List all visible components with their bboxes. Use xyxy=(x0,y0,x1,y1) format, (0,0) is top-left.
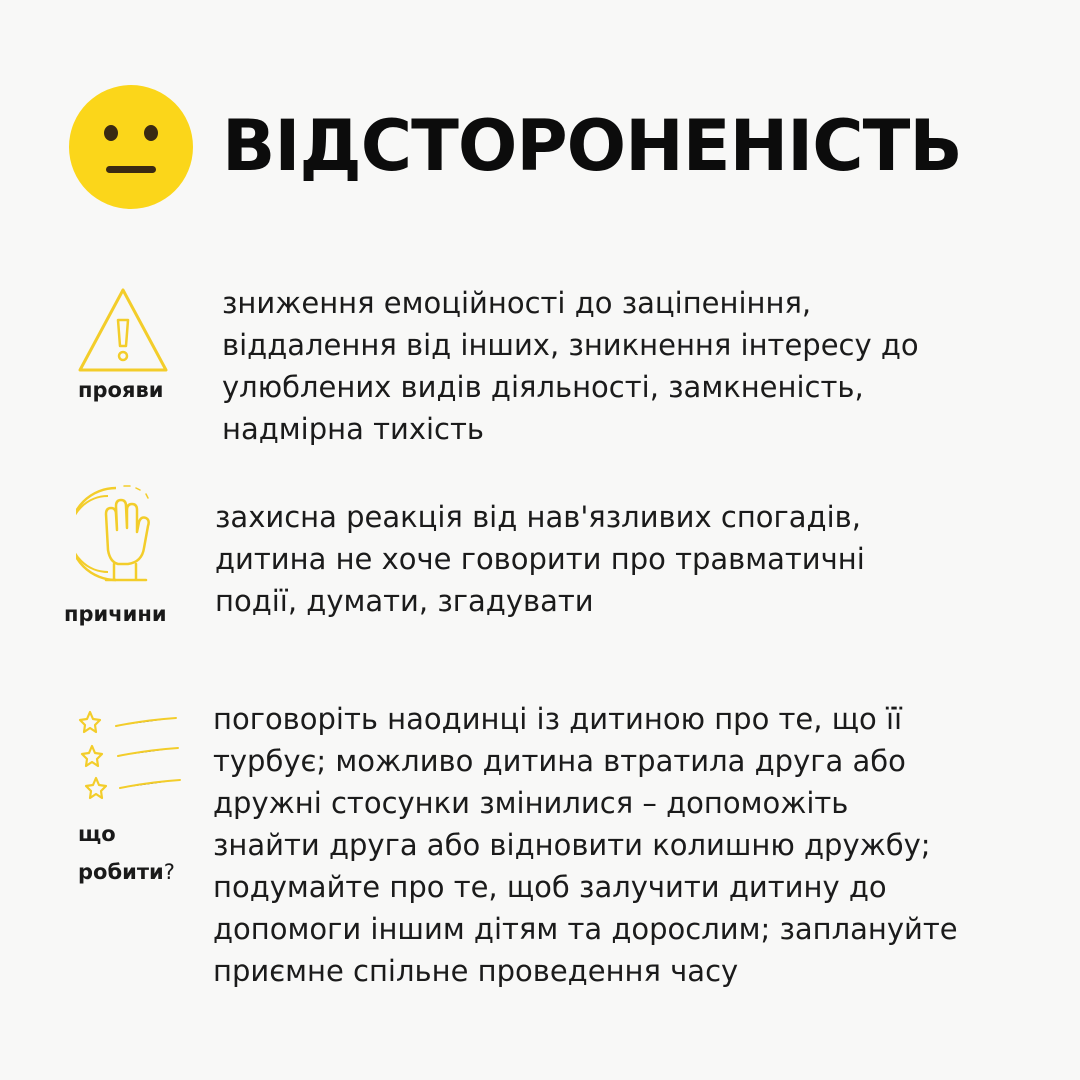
raised-hand-icon xyxy=(76,482,162,588)
section-text-what-to-do: поговоріть наодинці із дитиною про те, що її турбує; можливо дитина втратила друга або дружні стосунки змінилися – допоможіть знайти друга або відновити колишню дружбу; подумайте про те, щоб залучити дитину до допомоги іншим дітям та дорослим; заплануйте приємне спільне проведення часу xyxy=(213,702,958,988)
section-label-causes: причини xyxy=(64,602,167,626)
star-checklist-icon xyxy=(76,708,188,808)
section-label-what-to-do-line2 xyxy=(78,856,175,888)
section-label-what-to-do: що xyxy=(78,822,116,846)
question-mark: ? xyxy=(163,860,175,884)
label-word-do: робити xyxy=(78,860,164,884)
section-text-causes: захисна реакція від нав'язливих спогадів, дитина не хоче говорити про травматичні події, думати, згадувати xyxy=(215,500,865,618)
warning-triangle-icon xyxy=(76,286,170,376)
neutral-face-icon xyxy=(68,84,194,210)
section-label-manifestations: прояви xyxy=(78,378,164,402)
section-text-manifestations: зниження емоційності до заціпеніння, віддалення від інших, зникнення інтересу до улюблених видів діяльності, замкненість, надмірна тихість xyxy=(222,286,919,446)
page-title: ВІДСТОРОНЕНІСТЬ xyxy=(222,105,962,187)
